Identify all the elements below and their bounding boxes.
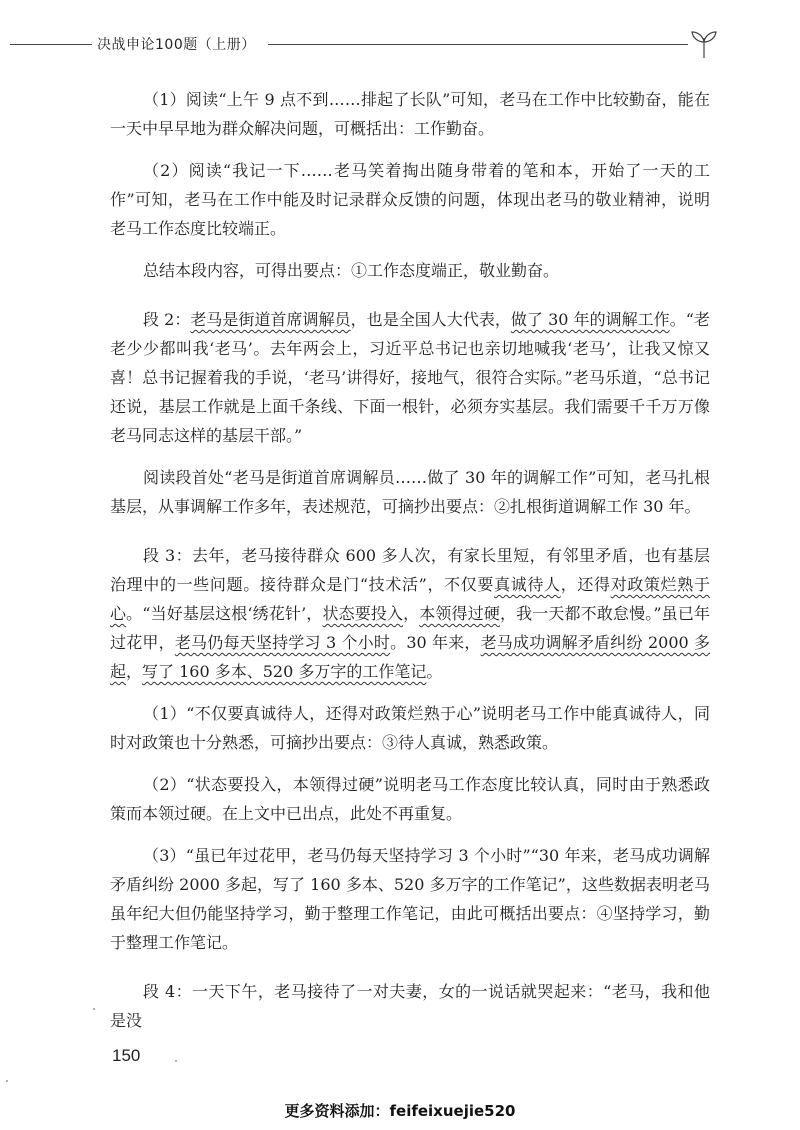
scan-speck	[175, 1060, 177, 1062]
text-run: ，我一天都不敢怠慢。”虽已年过花甲，	[110, 604, 710, 652]
wavy-underlined-phrase: 对政策烂熟于心	[110, 575, 710, 623]
source-paragraph-3	[110, 541, 710, 686]
source-paragraph-4: 段 4：一天下午，老马接待了一对夫妻，女的一说话就哭起来：“老马，我和他是没	[110, 982, 710, 1030]
text-run: ，也是全国人大代表，	[350, 310, 511, 329]
footer-contact-note: 更多资料添加：feifeixuejie520	[284, 1102, 516, 1120]
scan-speck	[6, 1080, 8, 1082]
text-run: 段 2：	[143, 310, 191, 329]
text-run: ，	[403, 604, 420, 623]
text-run: ，还得	[560, 575, 611, 594]
running-header	[0, 28, 800, 58]
header-rule-left	[10, 44, 92, 45]
page-number: 150	[112, 1046, 141, 1065]
wavy-underlined-phrase: 老马仍每天坚持学习 3 个小时	[174, 633, 391, 652]
text-run: 。“当好基层这根‘绣花针’，	[126, 604, 323, 623]
header-rule-right	[268, 44, 688, 45]
wavy-underlined-phrase: 老马成功调解矛盾纠纷 2000 多起	[110, 633, 710, 681]
page-body	[110, 85, 710, 1035]
wavy-underlined-phrase: 真诚待人	[494, 575, 561, 594]
wavy-underlined-phrase: 写了 160 多本、520 多万字的工作笔记	[142, 662, 427, 681]
text-run: 。	[426, 662, 443, 681]
paragraph-analysis-3-1: （1）“不仅要真诚待人，还得对政策烂熟于心”说明老马工作中能真诚待人，同时对政策也十分熟悉，可摘抄出要点：③待人真诚，熟悉政策。	[110, 704, 710, 752]
paragraph-analysis-2: 阅读段首处“老马是街道首席调解员……做了 30 年的调解工作”可知，老马扎根基层，从事调解工作多年，表述规范，可摘抄出要点：②扎根街道调解工作 30 年。	[110, 468, 710, 516]
book-title: 决战申论100题（上册）	[97, 37, 256, 53]
paragraph-point-1: （1）阅读“上午 9 点不到……排起了长队”可知，老马在工作中比较勤奋，能在一天中早早地为群众解决问题，可概括出：工作勤奋。	[110, 90, 710, 138]
text-run: ，	[126, 662, 143, 681]
paragraph-analysis-3-3: （3）“虽已年过花甲，老马仍每天坚持学习 3 个小时”“30 年来，老马成功调解矛盾纠纷 2000 多起，写了 160 多本、520 多万字的工作笔记”，这些数据表明老马虽年纪大但仍能坚持学习，勤于整理工作笔记，由此可概括出要点：④坚持学习，勤于整理工作笔记。	[110, 846, 710, 952]
source-paragraph-2	[110, 305, 710, 450]
text-run: 段 3：去年，老马接待群众 600 多人次，有家长里短，有邻里矛盾，也有基层治理中的一些问题。接待群众是门“技术活”，不仅要	[110, 546, 710, 594]
paragraph-analysis-3-2: （2）“状态要投入，本领得过硬”说明老马工作态度比较认真，同时由于熟悉政策而本领过硬。在上文中已出点，此处不再重复。	[110, 775, 710, 823]
wavy-underlined-phrase: 老马是街道首席调解员	[190, 310, 351, 329]
scan-speck	[93, 1008, 95, 1010]
text-run: 。30 年来，	[390, 633, 481, 652]
text-run: 。“老老少少都叫我‘老马’。去年两会上，习近平总书记也亲切地喊我‘老马’，让我又惊又喜！总书记握着我的手说，‘老马’讲得好，接地气，很符合实际。”老马乐道，“总书记还说，基层工作就是上面千条线、下面一根针，必须夯实基层。我们需要千千万万像老马同志这样的基层干部。”	[110, 310, 710, 445]
paragraph-point-2: （2）阅读“我记一下……老马笑着掏出随身带着的笔和本，开始了一天的工作”可知，老马在工作中能及时记录群众反馈的问题，体现出老马的敬业精神，说明老马工作态度比较端正。	[110, 161, 710, 238]
sprout-leaf-icon	[684, 28, 724, 60]
wavy-underlined-phrase: 状态要投入	[322, 604, 404, 623]
paragraph-summary-1: 总结本段内容，可得出要点：①工作态度端正，敬业勤奋。	[143, 261, 560, 280]
wavy-underlined-phrase: 本领得过硬	[419, 604, 500, 623]
wavy-underlined-phrase: 做了 30 年的调解工作	[510, 310, 670, 329]
